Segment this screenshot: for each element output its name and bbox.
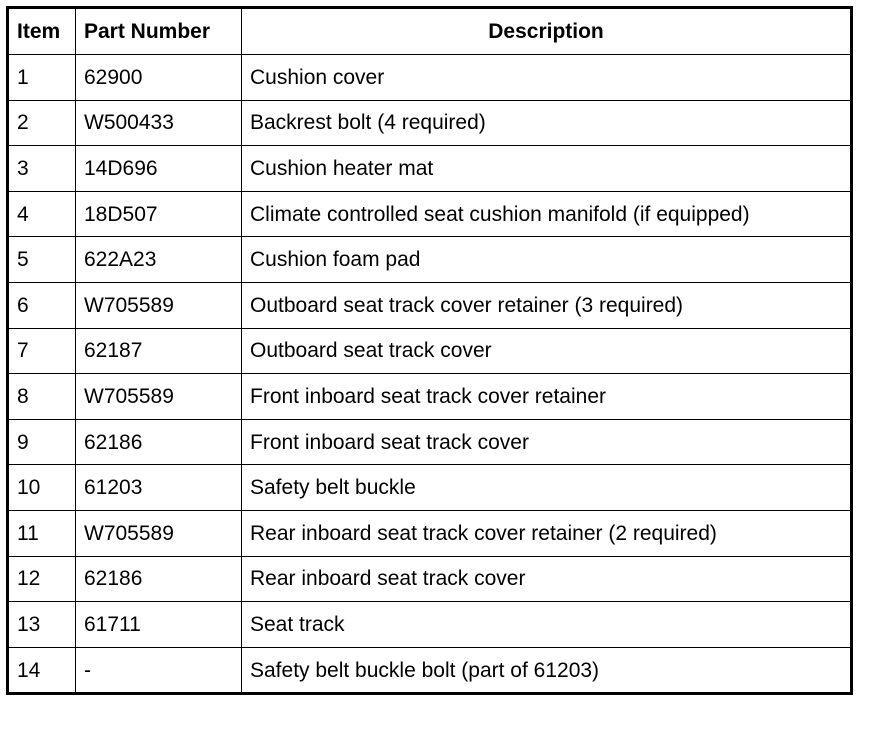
cell-part-number: 61711 [76, 602, 242, 648]
table-row [8, 465, 852, 511]
table-row [8, 282, 852, 328]
table-row [8, 55, 852, 101]
header-description: Description [242, 8, 852, 55]
table-row [8, 510, 852, 556]
cell-item: 12 [8, 556, 76, 602]
cell-item: 4 [8, 191, 76, 237]
cell-item: 11 [8, 510, 76, 556]
cell-description: Safety belt buckle bolt (part of 61203) [242, 647, 852, 694]
cell-part-number: 18D507 [76, 191, 242, 237]
cell-description: Cushion cover [242, 55, 852, 101]
cell-description: Cushion heater mat [242, 146, 852, 192]
table-row [8, 191, 852, 237]
cell-part-number: 14D696 [76, 146, 242, 192]
cell-part-number: 622A23 [76, 237, 242, 283]
cell-part-number: W705589 [76, 282, 242, 328]
cell-description: Outboard seat track cover [242, 328, 852, 374]
cell-part-number: 62186 [76, 556, 242, 602]
cell-description: Safety belt buckle [242, 465, 852, 511]
cell-part-number: 62900 [76, 55, 242, 101]
table-row [8, 556, 852, 602]
cell-item: 2 [8, 100, 76, 146]
parts-table [6, 6, 853, 695]
cell-item: 6 [8, 282, 76, 328]
table-row [8, 146, 852, 192]
cell-part-number: W500433 [76, 100, 242, 146]
table-row [8, 328, 852, 374]
header-row [8, 8, 852, 55]
cell-description: Climate controlled seat cushion manifold (if equipped) [242, 191, 852, 237]
cell-description: Seat track [242, 602, 852, 648]
cell-description: Backrest bolt (4 required) [242, 100, 852, 146]
cell-part-number: W705589 [76, 510, 242, 556]
table-header [8, 8, 852, 55]
table-row [8, 374, 852, 420]
cell-item: 13 [8, 602, 76, 648]
cell-part-number: 62187 [76, 328, 242, 374]
cell-description: Rear inboard seat track cover retainer (2 required) [242, 510, 852, 556]
cell-item: 10 [8, 465, 76, 511]
cell-item: 7 [8, 328, 76, 374]
cell-item: 9 [8, 419, 76, 465]
cell-part-number: W705589 [76, 374, 242, 420]
table-row [8, 602, 852, 648]
table-row [8, 419, 852, 465]
cell-description: Cushion foam pad [242, 237, 852, 283]
cell-description: Front inboard seat track cover [242, 419, 852, 465]
cell-item: 1 [8, 55, 76, 101]
cell-item: 8 [8, 374, 76, 420]
table-row [8, 237, 852, 283]
header-part-number: Part Number [76, 8, 242, 55]
table-body [8, 55, 852, 694]
cell-part-number: 61203 [76, 465, 242, 511]
table-row [8, 100, 852, 146]
table-row [8, 647, 852, 694]
header-item: Item [8, 8, 76, 55]
cell-item: 14 [8, 647, 76, 694]
cell-description: Outboard seat track cover retainer (3 required) [242, 282, 852, 328]
cell-description: Front inboard seat track cover retainer [242, 374, 852, 420]
cell-item: 3 [8, 146, 76, 192]
cell-item: 5 [8, 237, 76, 283]
cell-description: Rear inboard seat track cover [242, 556, 852, 602]
cell-part-number: 62186 [76, 419, 242, 465]
cell-part-number: - [76, 647, 242, 694]
